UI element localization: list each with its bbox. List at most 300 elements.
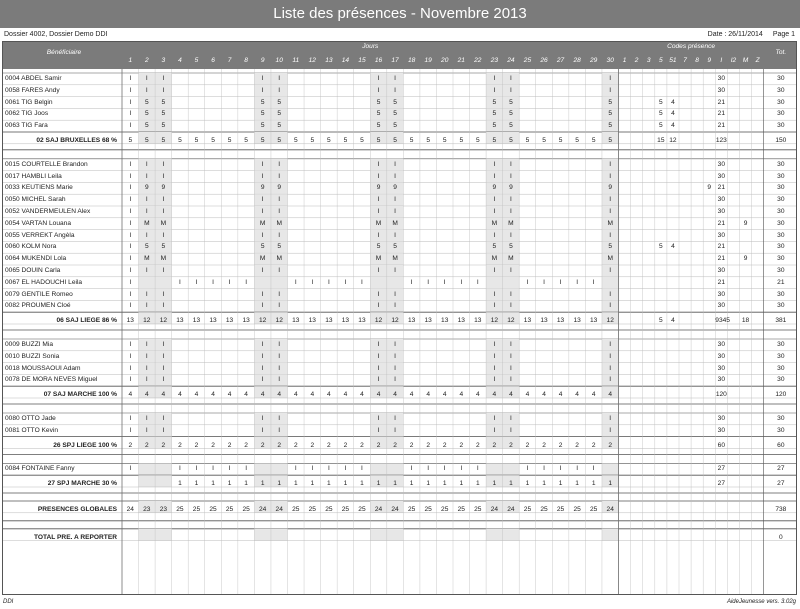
table-row-day: I [476, 278, 479, 286]
group-summary-code: 9345 [715, 317, 730, 325]
table-row-day: 5 [492, 122, 497, 130]
table-row-day: I [145, 75, 148, 82]
header-beneficiary: Bénéficiaire [46, 49, 82, 56]
group-summary-day: 5 [277, 137, 282, 144]
header-day-number: 10 [275, 57, 283, 64]
group-summary-total: 27 [777, 480, 785, 488]
table-row-day: I [261, 426, 264, 434]
group-summary-label: 06 SAJ LIEGE 86 % [56, 317, 117, 325]
header-code-label: 3 [646, 57, 651, 64]
header-day-number: 24 [507, 57, 515, 64]
table-row-label: 0060 KOLM Nora [5, 243, 57, 251]
table-row-day: I [278, 352, 281, 360]
table-row-day: I [129, 352, 132, 360]
table-row-day: I [609, 341, 612, 348]
group-summary-day: 1 [211, 480, 215, 488]
table-row-code: 21 [717, 122, 726, 130]
table-row-day: 5 [277, 110, 282, 118]
table-row-day: I [145, 267, 148, 274]
table-row-day: I [278, 231, 281, 239]
header-day-number: 23 [490, 57, 499, 64]
table-row-day: I [493, 364, 496, 372]
table-row-day: I [509, 208, 512, 215]
global-summary-day: 24 [275, 506, 283, 513]
group-summary-day: 5 [293, 137, 298, 144]
table-row-day: 5 [277, 243, 282, 251]
table-row-day: 5 [376, 122, 381, 130]
table-row-code: 4 [671, 122, 675, 130]
group-summary-day: 2 [128, 441, 133, 449]
table-row-day: I [394, 208, 396, 215]
table-row-day: I [493, 341, 496, 348]
table-row-total: 30 [777, 196, 785, 204]
table-row-code: 5 [659, 243, 663, 251]
table-row-day: I [377, 196, 380, 204]
table-row-day: I [493, 426, 496, 434]
header-day-number: 21 [457, 57, 465, 64]
header-code-label: 51 [669, 57, 677, 64]
group-summary-day: 2 [376, 441, 381, 449]
group-summary-day: 4 [277, 391, 282, 399]
table-row-day: I [145, 86, 148, 94]
table-row-day: I [394, 341, 396, 348]
table-row-day: I [129, 278, 132, 286]
table-row-day: I [278, 376, 281, 384]
table-row-label: 0018 MOUSSAOUI Adam [5, 364, 81, 372]
table-row-day: I [129, 243, 132, 251]
table-row-day: I [559, 278, 562, 286]
table-row-day: 5 [260, 122, 265, 130]
table-row-day: I [278, 86, 281, 94]
table-row-day: I [493, 160, 496, 168]
group-summary-day: 5 [161, 137, 166, 144]
table-row-label: 0063 TIG Fara [5, 122, 48, 130]
table-row-day: I [543, 278, 545, 286]
table-row-day: I [162, 426, 165, 434]
table-row-day: I [394, 426, 396, 434]
group-summary-day: 2 [161, 441, 166, 449]
header-day-number: 26 [540, 57, 548, 64]
table-row-day: 5 [376, 98, 381, 106]
table-row-day: I [311, 278, 314, 286]
table-row-day: I [129, 302, 132, 310]
table-row-day: I [609, 426, 612, 434]
global-summary-day: 25 [192, 506, 201, 513]
group-summary-day: 13 [325, 317, 333, 325]
group-summary-day: 4 [161, 391, 166, 399]
table-row-day: I [377, 352, 380, 360]
table-row-day: 9 [376, 184, 381, 192]
group-summary-day: 12 [490, 317, 499, 325]
group-summary-day: 4 [459, 391, 464, 399]
table-row-day: I [145, 364, 148, 372]
group-summary-day: 5 [244, 137, 248, 144]
group-summary-day: 4 [260, 391, 265, 399]
global-summary-day: 25 [441, 506, 449, 513]
table-row-day: I [609, 196, 612, 204]
header-day-number: 1 [128, 57, 133, 64]
table-row-day: I [509, 172, 512, 180]
table-row-day: I [377, 208, 380, 215]
table-row-label: 0058 FARES Andy [5, 86, 60, 94]
table-row-day: 9 [277, 184, 282, 192]
table-row-day: I [145, 426, 148, 434]
header-day-number: 22 [474, 57, 482, 64]
group-summary-day: 4 [492, 391, 497, 399]
header-day-number: 30 [606, 57, 614, 64]
header-code-label: 2 [634, 57, 639, 64]
header-day-number: 8 [244, 57, 248, 64]
table-row-label: 0080 OTTO Jade [5, 415, 56, 422]
group-summary-label: 07 SAJ MARCHE 100 % [43, 391, 117, 399]
table-row-day: I [609, 302, 612, 310]
table-row-day: I [460, 465, 463, 473]
table-row-day: I [162, 172, 165, 180]
table-row-label: 0010 BUZZI Sonia [5, 352, 60, 360]
group-summary-day: 5 [558, 137, 563, 144]
table-row-day: I [394, 160, 396, 168]
table-row-code: 4 [671, 243, 675, 251]
table-row-code: 30 [717, 160, 726, 168]
table-row-day: I [327, 465, 330, 473]
table-row-day: I [509, 302, 512, 310]
group-summary-day: 1 [393, 480, 397, 488]
table-row-day: I [145, 231, 148, 239]
table-row-total: 30 [777, 110, 785, 118]
group-summary-day: 4 [227, 391, 232, 399]
table-row-day: I [509, 231, 512, 239]
table-row-day: I [377, 231, 380, 239]
table-row-day: I [327, 278, 330, 286]
table-row-day: 5 [608, 122, 613, 130]
group-summary-code: 5 [659, 317, 663, 325]
table-row-label: 0055 VERREKT Angèla [5, 231, 75, 239]
table-row-day: M [491, 219, 498, 227]
group-summary-day: 13 [424, 317, 432, 325]
table-row-day: 9 [492, 184, 497, 192]
table-row-day: I [129, 255, 132, 263]
group-summary-code: 27 [717, 480, 726, 488]
table-row-day: I [245, 278, 248, 286]
table-row-day: I [394, 75, 396, 82]
table-row-day: 5 [608, 98, 613, 106]
table-row-total: 30 [777, 302, 785, 310]
table-row-total: 27 [777, 465, 785, 473]
table-row-day: I [145, 302, 148, 310]
table-row-day: I [526, 465, 529, 473]
table-row-total: 30 [777, 352, 785, 360]
page-label: Page 1 [772, 31, 795, 38]
header-day-number: 6 [211, 57, 215, 64]
table-row-day: I [294, 465, 297, 473]
group-summary-label: 26 SPJ LIEGE 100 % [53, 441, 117, 449]
table-row-day: I [377, 364, 380, 372]
table-row-day: I [493, 75, 496, 82]
table-row-day: I [162, 364, 165, 372]
table-row-total: 30 [777, 160, 785, 168]
table-row-code: 30 [717, 196, 726, 204]
table-row-day: M [607, 255, 613, 263]
table-row-day: 9 [144, 184, 149, 192]
group-summary-day: 5 [509, 137, 513, 144]
table-row-day: I [344, 465, 347, 473]
group-summary-day: 5 [194, 137, 199, 144]
group-summary-day: 2 [475, 441, 480, 449]
group-summary-day: 13 [441, 317, 449, 325]
table-row-day: I [145, 208, 148, 215]
table-row-label: 0084 FONTAINE Fanny [5, 465, 75, 473]
header-day-number: 7 [227, 57, 232, 64]
table-row-day: I [145, 415, 148, 422]
group-summary-day: 12 [507, 317, 515, 325]
group-summary-code: 15 [657, 137, 665, 144]
table-row-day: I [559, 465, 562, 473]
header-day-number: 29 [589, 57, 598, 64]
table-row-total: 30 [777, 255, 785, 263]
table-row-day: I [145, 352, 148, 360]
group-summary-day: 4 [542, 391, 546, 399]
global-summary-day: 25 [176, 506, 184, 513]
table-row-code: 21 [717, 110, 726, 118]
group-summary-day: 4 [442, 391, 447, 399]
table-row-total: 30 [777, 290, 785, 298]
group-summary-day: 4 [293, 391, 298, 399]
group-summary-day: 4 [409, 391, 414, 399]
table-row-day: 5 [608, 110, 613, 118]
group-summary-day: 13 [176, 317, 184, 325]
table-row-day: I [261, 341, 264, 348]
table-row-day: I [377, 302, 380, 310]
group-summary-day: 2 [393, 441, 397, 449]
global-summary-day: 24 [126, 506, 134, 513]
table-row-day: I [509, 290, 512, 298]
table-row-day: I [162, 196, 165, 204]
header-day-number: 13 [325, 57, 333, 64]
group-summary-day: 5 [409, 137, 414, 144]
group-summary-day: 5 [475, 137, 480, 144]
global-summary-day: 23 [143, 506, 151, 513]
group-summary-day: 1 [343, 480, 348, 488]
group-summary-day: 4 [558, 391, 563, 399]
group-summary-day: 5 [327, 137, 331, 144]
table-row-total: 30 [777, 376, 785, 384]
table-row-day: I [509, 160, 512, 168]
group-summary-code: 60 [717, 441, 726, 449]
table-row-day: I [162, 86, 165, 94]
table-row-day: I [129, 184, 132, 192]
header-day-number: 11 [292, 57, 300, 64]
table-row-day: I [129, 267, 132, 274]
group-summary-day: 12 [159, 317, 168, 325]
table-row-day: M [160, 219, 167, 227]
table-row-day: I [509, 341, 512, 348]
group-summary-day: 1 [475, 480, 480, 488]
group-summary-label: 27 SPJ MARCHE 30 % [47, 480, 117, 488]
group-summary-day: 4 [393, 391, 397, 399]
table-row-day: I [377, 341, 380, 348]
header-day-number: 25 [523, 57, 532, 64]
group-summary-day: 4 [178, 391, 182, 399]
header-code-label: 5 [659, 57, 663, 64]
table-row-day: I [443, 278, 446, 286]
group-summary-code: 18 [741, 317, 750, 325]
table-row-day: I [129, 160, 132, 168]
table-row-code: 9 [707, 184, 712, 192]
group-summary-day: 1 [558, 480, 563, 488]
table-row-code: 30 [717, 302, 726, 310]
group-summary-day: 5 [575, 137, 579, 144]
table-row-code: 30 [717, 267, 726, 274]
group-summary-day: 4 [426, 391, 430, 399]
group-summary-day: 2 [492, 441, 497, 449]
table-row-day: I [278, 364, 281, 372]
table-row-day: 9 [260, 184, 265, 192]
page-title: Liste des présences - Novembre 2013 [0, 0, 800, 28]
table-row-total: 30 [777, 98, 785, 106]
table-row-code: 30 [717, 376, 726, 384]
table-row-day: I [543, 465, 545, 473]
table-row-day: I [261, 267, 264, 274]
group-summary-day: 1 [542, 480, 546, 488]
group-summary-day: 2 [409, 441, 414, 449]
group-summary-day: 4 [211, 391, 215, 399]
header-code-label: I [720, 57, 723, 64]
group-summary-day: 5 [492, 137, 497, 144]
table-row-day: 5 [144, 98, 149, 106]
table-row-code: 30 [717, 352, 726, 360]
table-row-day: 5 [260, 110, 265, 118]
table-row-day: I [493, 231, 496, 239]
group-summary-day: 1 [293, 480, 298, 488]
table-row-day: I [509, 196, 512, 204]
group-summary-day: 5 [459, 137, 464, 144]
group-summary-day: 2 [558, 441, 563, 449]
table-row-day: I [261, 376, 264, 384]
header-day-number: 19 [424, 57, 432, 64]
table-row-day: I [394, 267, 396, 274]
table-row-label: 0082 PROUMEN Cloé [5, 302, 71, 310]
group-summary-day: 5 [211, 137, 215, 144]
table-row-day: I [377, 172, 380, 180]
table-row-code: 30 [717, 415, 726, 422]
table-row-day: 5 [492, 98, 497, 106]
header-code-label: 1 [622, 57, 627, 64]
table-row-day: I [493, 415, 496, 422]
table-row-day: I [145, 160, 148, 168]
group-summary-day: 13 [589, 317, 598, 325]
group-summary-day: 1 [442, 480, 447, 488]
header-day-number: 2 [144, 57, 149, 64]
group-summary-day: 4 [475, 391, 480, 399]
header-code-label: Z [755, 57, 760, 64]
table-row-day: I [261, 86, 264, 94]
group-summary-day: 1 [244, 480, 248, 488]
group-summary-day: 2 [509, 441, 513, 449]
table-row-code: 21 [717, 98, 726, 106]
table-row-day: I [509, 75, 512, 82]
header-code-label: 8 [695, 57, 699, 64]
table-row-day: I [129, 376, 132, 384]
table-row-day: I [609, 75, 612, 82]
table-row-day: I [162, 341, 165, 348]
header-code-label: M [742, 57, 749, 64]
table-row-day: I [129, 122, 132, 130]
header-day-number: 18 [407, 57, 416, 64]
table-row-total: 30 [777, 172, 785, 180]
group-summary-day: 2 [260, 441, 265, 449]
group-summary-day: 13 [540, 317, 548, 325]
table-row-day: I [509, 364, 512, 372]
table-row-day: 5 [161, 122, 166, 130]
table-row-day: I [261, 160, 264, 168]
footer-version: AideJeunesse vers. 3.02g [726, 599, 796, 605]
table-row-code: 5 [659, 110, 663, 118]
group-summary-day: 2 [591, 441, 596, 449]
group-summary-day: 2 [310, 441, 315, 449]
group-summary-day: 12 [258, 317, 267, 325]
group-summary-day: 1 [608, 480, 613, 488]
group-summary-day: 5 [426, 137, 430, 144]
table-row-day: I [493, 290, 496, 298]
table-row-day: I [261, 290, 264, 298]
table-row-total: 30 [777, 415, 785, 422]
group-summary-label: 02 SAJ BRUXELLES 68 % [36, 137, 117, 144]
table-row-day: I [178, 465, 181, 473]
group-summary-day: 2 [227, 441, 232, 449]
group-summary-day: 4 [591, 391, 596, 399]
group-summary-day: 2 [327, 441, 331, 449]
table-row-day: 9 [608, 184, 613, 192]
group-summary-total: 120 [775, 391, 787, 399]
table-row-day: M [144, 219, 150, 227]
table-row-label: 0015 COURTELLE Brandon [5, 160, 88, 168]
group-summary-day: 4 [608, 391, 613, 399]
table-row-day: I [162, 415, 165, 422]
table-row-day: M [259, 255, 266, 263]
table-row-day: I [394, 172, 396, 180]
table-row-day: 5 [393, 98, 397, 106]
group-summary-day: 2 [293, 441, 298, 449]
table-row-day: I [361, 465, 363, 473]
table-row-day: I [162, 352, 165, 360]
table-row-day: I [427, 465, 430, 473]
table-row-label: 0078 DE MORA NEVES Miguel [5, 376, 98, 384]
table-row-day: I [228, 465, 231, 473]
header-total: Tot. [775, 49, 787, 56]
table-row-day: I [609, 352, 612, 360]
table-row-total: 30 [777, 243, 785, 251]
table-row-label: 0052 VANDERMEULEN Alex [5, 208, 91, 215]
group-summary-day: 4 [525, 391, 530, 399]
table-row-day: I [129, 98, 132, 106]
table-row-day: I [278, 302, 281, 310]
table-row-label: 0004 ABDEL Samir [5, 75, 62, 82]
global-summary-day: 25 [308, 506, 316, 513]
table-row-day: I [162, 231, 165, 239]
group-summary-day: 2 [343, 441, 348, 449]
group-summary-day: 5 [260, 137, 265, 144]
table-row-day: I [377, 267, 380, 274]
table-row-day: I [443, 465, 446, 473]
header-day-number: 9 [260, 57, 265, 64]
table-row-day: 5 [608, 243, 613, 251]
table-row-day: I [278, 341, 281, 348]
table-row-day: I [129, 75, 132, 82]
global-summary-day: 25 [556, 506, 565, 513]
group-summary-day: 4 [194, 391, 199, 399]
table-row-day: 5 [393, 110, 397, 118]
table-row-code: 21 [717, 184, 726, 192]
